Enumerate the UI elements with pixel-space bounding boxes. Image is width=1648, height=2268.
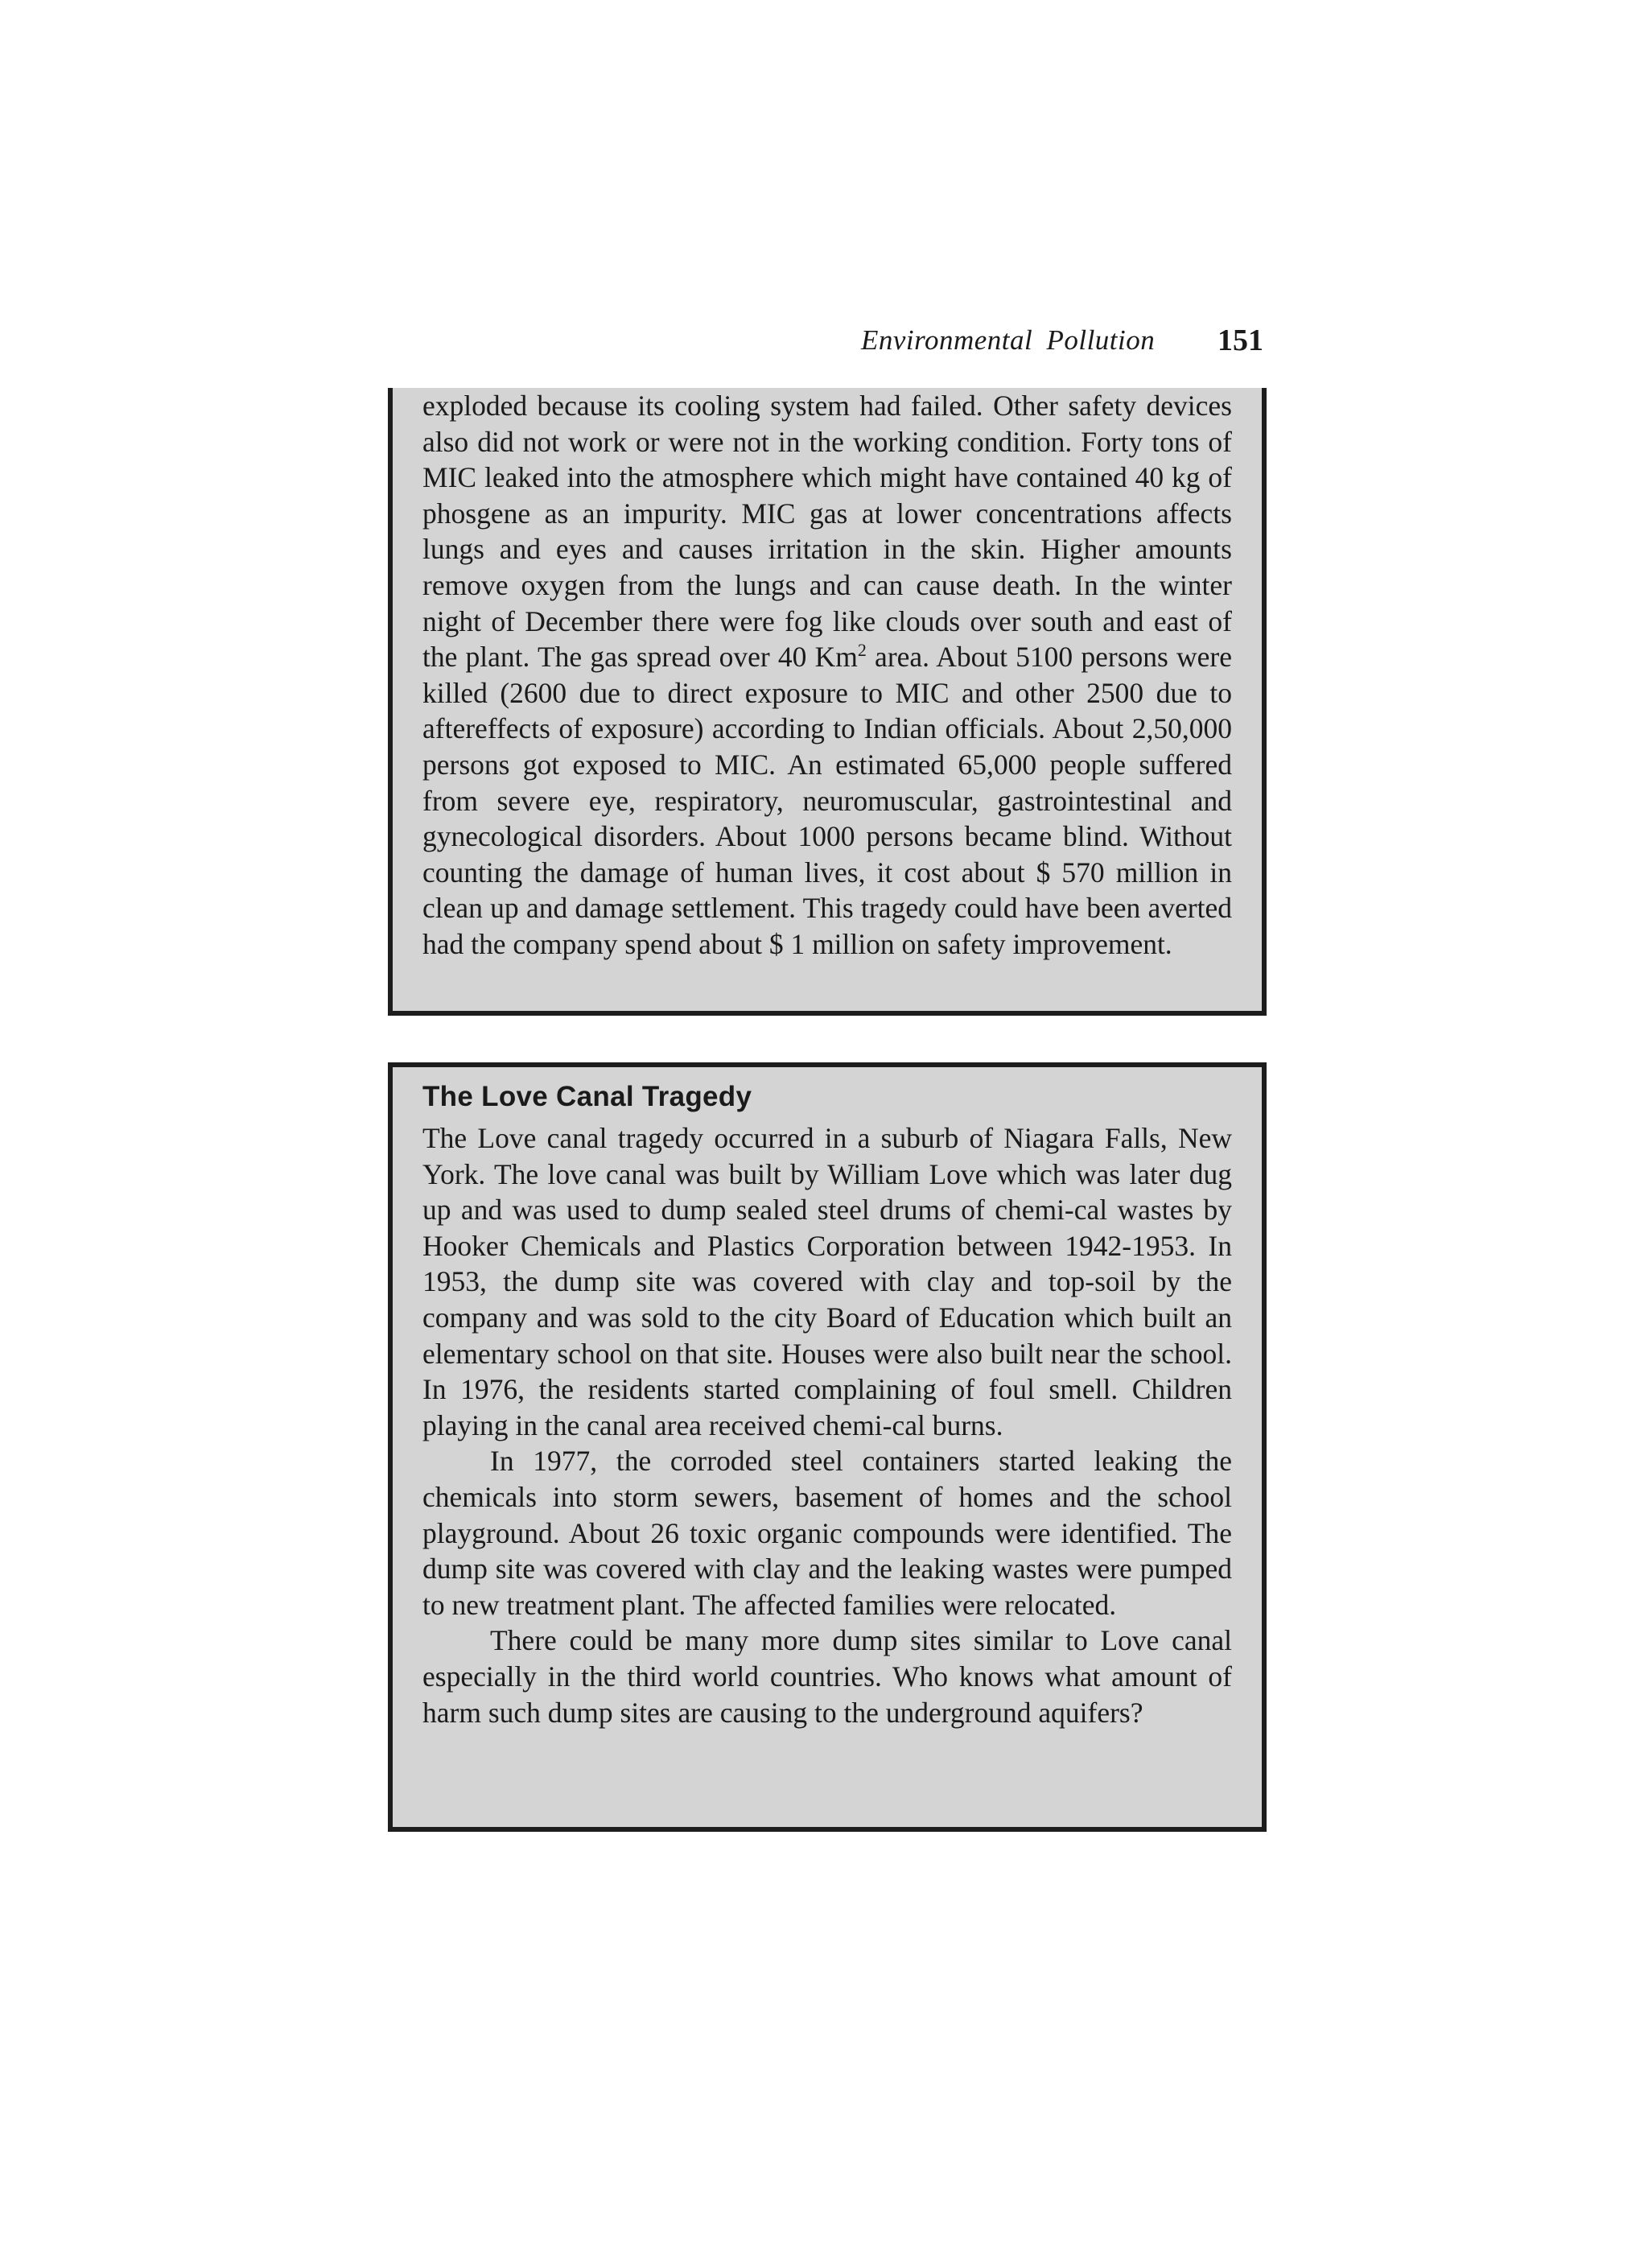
love-canal-paragraph-2: In 1977, the corroded steel containers started leaking the chemicals into storm sewers, basement of homes and the school playground. About 26 toxic organic compounds were identified. The dump site was covered with clay and the leaking wastes were pumped to new treatment plant. The affected families were relocated.: [422, 1445, 1232, 1621]
bhopal-box-content: [422, 388, 1232, 963]
love-canal-paragraph-1: The Love canal tragedy occurred in a suburb of Niagara Falls, New York. The love canal was built by William Love which was later dug up and was used to dump sealed steel drums of chemi-cal wastes by Hooker Chemicals and Plastics Corporation between 1942-1953. In 1953, the dump site was covered with clay and top-soil by the company and was sold to the city Board of Education which built an elementary school on that site. Houses were also built near the school. In 1976, the residents started complaining of foul smell. Children playing in the canal area received chemi-cal burns.: [422, 1122, 1232, 1441]
bhopal-paragraph: [422, 388, 1232, 963]
running-title: Environmental Pollution: [861, 324, 1156, 356]
love-canal-paragraph-3: There could be many more dump sites similar to Love canal especially in the third world countries. Who knows what amount of harm such dump sites are causing to the underground aquifers?: [422, 1624, 1232, 1729]
bhopal-text-part1: exploded because its cooling system had failed. Other safety devices also did not work or were not in the working condition. Forty tons of MIC leaked into the atmosphere which might have contained 40 kg of phosgene as an impurity. MIC gas at lower concentrations affects lungs and eyes and causes irritation in the skin. Higher amounts remove oxygen from the lungs and can cause death. In the winter night of December there were fog like clouds over south and east of the plant. The gas spread over 40 Km: [422, 390, 1232, 674]
love-canal-box: [388, 1062, 1267, 1832]
bhopal-tragedy-box: [388, 388, 1267, 1016]
love-canal-box-content: [422, 1077, 1232, 1730]
km-superscript: 2: [857, 640, 867, 661]
love-canal-heading: The Love Canal Tragedy: [422, 1081, 752, 1112]
page-number: 151: [1217, 324, 1263, 357]
bhopal-text-part2: area. About 5100 persons were killed (2600 due to direct exposure to MIC and other 2500 due to aftereffects of exposure) according to Indian officials. About 2,50,000 persons got exposed to MIC. An estimated 65,000 people suffered from severe eye, respiratory, neuromuscular, gastrointestinal and gynecological disorders. About 1000 persons became blind. Without counting the damage of human lives, it cost about $ 570 million in clean up and damage settlement. This tragedy could have been averted had the company spend about $ 1 million on safety improvement.: [422, 641, 1232, 960]
running-head: [861, 320, 1263, 361]
